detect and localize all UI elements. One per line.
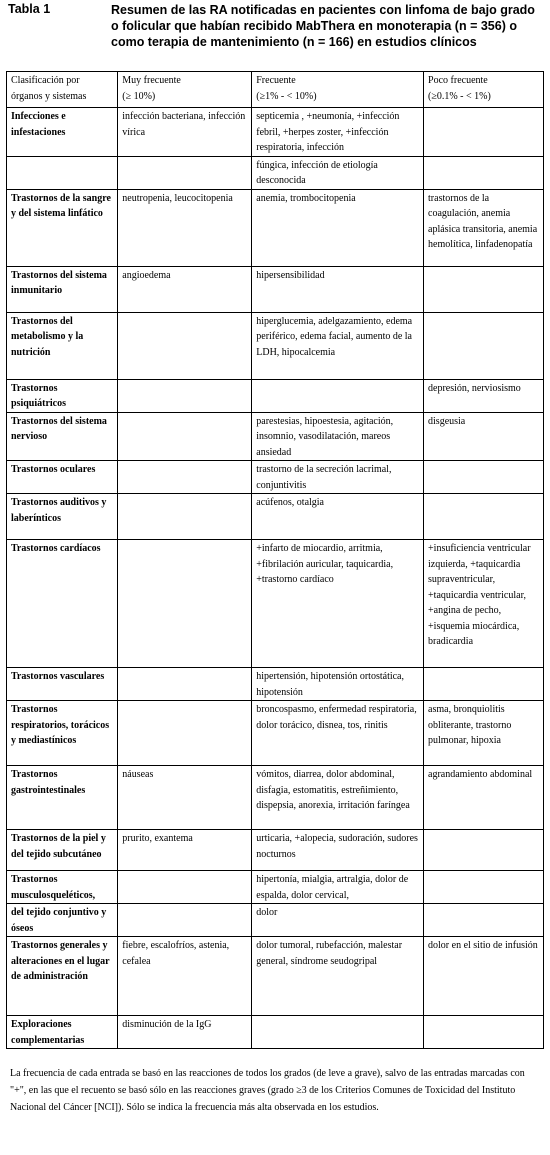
frequency-cell	[424, 461, 544, 494]
frequency-cell	[424, 904, 544, 937]
table-row	[7, 412, 544, 461]
organ-class-cell: Infecciones e infestaciones	[7, 108, 118, 157]
frequency-cell: vómitos, diarrea, dolor abdominal, disfagia, estomatitis, estreñimiento, dispepsia, anorexia, irritación faríngea	[252, 766, 424, 830]
frequency-cell	[252, 1016, 424, 1049]
frequency-cell	[424, 266, 544, 312]
frequency-cell	[424, 1016, 544, 1049]
frequency-cell	[118, 871, 252, 904]
organ-class-cell: Trastornos cardíacos	[7, 540, 118, 668]
table-row	[7, 1016, 544, 1049]
frequency-cell: hipertonía, mialgia, artralgia, dolor de espalda, dolor cervical,	[252, 871, 424, 904]
table-row	[7, 701, 544, 766]
table-row	[7, 540, 544, 668]
frequency-cell: depresión, nerviosismo	[424, 379, 544, 412]
frequency-cell: neutropenia, leucocitopenia	[118, 189, 252, 266]
table-row	[7, 379, 544, 412]
frequency-cell: broncospasmo, enfermedad respiratoria, dolor torácico, disnea, tos, rinitis	[252, 701, 424, 766]
organ-class-cell: Exploraciones complementarias	[7, 1016, 118, 1049]
frequency-cell	[252, 379, 424, 412]
frequency-cell: trastornos de la coagulación, anemia aplásica transitoria, anemia hemolítica, linfadenopatía	[424, 189, 544, 266]
frequency-cell: +insuficiencia ventricular izquierda, +taquicardia supraventricular, +taquicardia ventricular, +angina de pecho, +isquemia miocárdica, bradicardia	[424, 540, 544, 668]
frequency-cell	[424, 830, 544, 871]
frequency-cell: asma, bronquiolitis obliterante, trastorno pulmonar, hipoxia	[424, 701, 544, 766]
organ-class-cell: Trastornos generales y alteraciones en el lugar de administración	[7, 937, 118, 1016]
frequency-cell	[118, 379, 252, 412]
table-footnote: La frecuencia de cada entrada se basó en las reacciones de todos los grados (de leve a grave), salvo de las entradas marcadas con "+", en las que el recuento se basó sólo en las reacciones graves (grado ≥3 de los Criterios Comunes de Toxicidad del Instituto Nacional del Cáncer [NCI]). Sólo se indica la frecuencia más alta observada en los estudios.	[10, 1068, 525, 1113]
frequency-cell: disminución de la IgG	[118, 1016, 252, 1049]
organ-class-cell: Trastornos de la sangre y del sistema linfático	[7, 189, 118, 266]
frequency-cell: náuseas	[118, 766, 252, 830]
frequency-cell: anemia, trombocitopenia	[252, 189, 424, 266]
table-row	[7, 668, 544, 701]
organ-class-cell: Trastornos del sistema nervioso	[7, 412, 118, 461]
frequency-cell	[118, 461, 252, 494]
frequency-cell: fúngica, infección de etiología desconocida	[252, 156, 424, 189]
frequency-cell	[424, 108, 544, 157]
organ-class-cell: Trastornos de la piel y del tejido subcutáneo	[7, 830, 118, 871]
table-row	[7, 494, 544, 540]
column-header: Muy frecuente (≥ 10%)	[118, 72, 252, 108]
frequency-cell	[118, 668, 252, 701]
table-row	[7, 189, 544, 266]
frequency-cell: angioedema	[118, 266, 252, 312]
organ-class-cell: Trastornos musculosqueléticos,	[7, 871, 118, 904]
frequency-cell: hiperglucemia, adelgazamiento, edema periférico, edema facial, aumento de la LDH, hipocalcemia	[252, 312, 424, 379]
frequency-cell	[118, 156, 252, 189]
adverse-reactions-table	[6, 71, 544, 1049]
table-title: Resumen de las RA notificadas en pacientes con linfoma de bajo grado o folicular que habían recibido MabThera en monoterapia (n = 356) o como terapia de mantenimiento (n = 166) en estudios clínicos	[111, 3, 535, 49]
frequency-cell: septicemia , +neumonía, +infección febril, +herpes zoster, +infección respiratoria, infección	[252, 108, 424, 157]
table-row	[7, 871, 544, 904]
frequency-cell: acúfenos, otalgia	[252, 494, 424, 540]
frequency-cell: urticaria, +alopecia, sudoración, sudores nocturnos	[252, 830, 424, 871]
organ-class-cell: Trastornos del metabolismo y la nutrición	[7, 312, 118, 379]
table-row	[7, 937, 544, 1016]
frequency-cell	[424, 871, 544, 904]
frequency-cell	[424, 494, 544, 540]
frequency-cell	[424, 312, 544, 379]
frequency-cell: dolor tumoral, rubefacción, malestar general, síndrome seudogripal	[252, 937, 424, 1016]
frequency-cell	[118, 494, 252, 540]
column-header: Frecuente (≥1% - < 10%)	[252, 72, 424, 108]
frequency-cell	[118, 701, 252, 766]
organ-class-cell: Trastornos auditivos y laberínticos	[7, 494, 118, 540]
table-row	[7, 766, 544, 830]
frequency-cell	[118, 904, 252, 937]
table-row	[7, 266, 544, 312]
column-header: Clasificación por órganos y sistemas	[7, 72, 118, 108]
frequency-cell	[118, 312, 252, 379]
frequency-cell: +infarto de miocardio, arritmia, +fibrilación auricular, taquicardia, +trastorno cardíaco	[252, 540, 424, 668]
organ-class-cell	[7, 156, 118, 189]
frequency-cell	[118, 412, 252, 461]
frequency-cell: agrandamiento abdominal	[424, 766, 544, 830]
frequency-cell: hipertensión, hipotensión ortostática, hipotensión	[252, 668, 424, 701]
organ-class-cell: Trastornos gastrointestinales	[7, 766, 118, 830]
table-row	[7, 830, 544, 871]
table-row	[7, 156, 544, 189]
table-label: Tabla 1	[8, 2, 51, 16]
frequency-cell	[424, 668, 544, 701]
frequency-cell: parestesias, hipoestesia, agitación, insomnio, vasodilatación, mareos ansiedad	[252, 412, 424, 461]
organ-class-cell: Trastornos oculares	[7, 461, 118, 494]
organ-class-cell: Trastornos del sistema inmunitario	[7, 266, 118, 312]
table-row	[7, 312, 544, 379]
table-header-row	[7, 72, 544, 108]
frequency-cell	[424, 156, 544, 189]
table-row	[7, 461, 544, 494]
frequency-cell: infección bacteriana, infección vírica	[118, 108, 252, 157]
frequency-cell: hipersensibilidad	[252, 266, 424, 312]
frequency-cell: trastorno de la secreción lacrimal, conjuntivitis	[252, 461, 424, 494]
frequency-cell	[118, 540, 252, 668]
frequency-cell: fiebre, escalofríos, astenia, cefalea	[118, 937, 252, 1016]
organ-class-cell: Trastornos respiratorios, torácicos y mediastínicos	[7, 701, 118, 766]
frequency-cell: dolor en el sitio de infusión	[424, 937, 544, 1016]
column-header: Poco frecuente (≥0.1% - < 1%)	[424, 72, 544, 108]
table-row	[7, 108, 544, 157]
organ-class-cell: del tejido conjuntivo y óseos	[7, 904, 118, 937]
frequency-cell: prurito, exantema	[118, 830, 252, 871]
frequency-cell: dolor	[252, 904, 424, 937]
frequency-cell: disgeusia	[424, 412, 544, 461]
table-row	[7, 904, 544, 937]
organ-class-cell: Trastornos psiquiátricos	[7, 379, 118, 412]
organ-class-cell: Trastornos vasculares	[7, 668, 118, 701]
